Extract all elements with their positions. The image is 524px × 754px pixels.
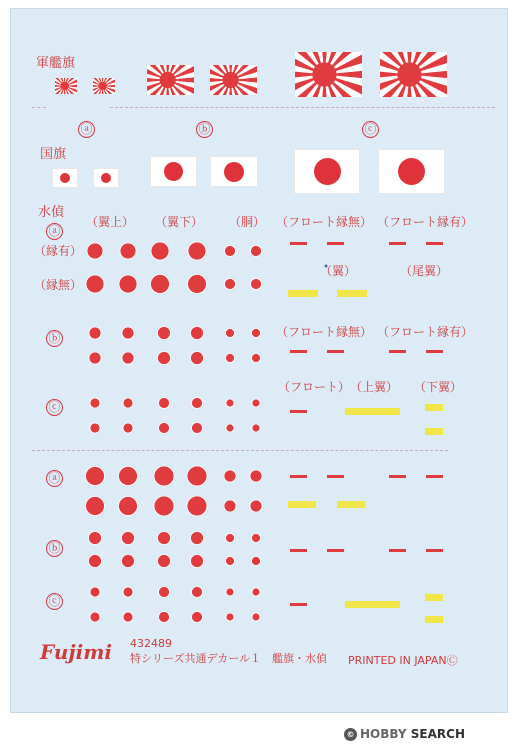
hinomaru-mark (158, 352, 171, 365)
float-stripe (290, 603, 307, 606)
float-stripe (389, 475, 406, 478)
wing-stripe (345, 408, 400, 415)
col-lower-wing: （下翼） (414, 380, 463, 394)
col-fuselage: （胴） (229, 215, 266, 229)
hinomaru-mark (158, 555, 171, 568)
hinomaru-mark (226, 613, 234, 621)
hinomaru-mark (154, 496, 174, 516)
size-label-c: ⓒ (362, 118, 379, 138)
hinomaru-mark (252, 557, 261, 566)
hinomaru-mark (187, 496, 207, 516)
product-name: 特シリーズ共通デカール１ 艦旗・水偵 (130, 652, 328, 665)
seaplane-size-c: ⓒ (46, 396, 63, 416)
hinomaru-mark (90, 398, 100, 408)
hinomaru-mark (87, 243, 103, 259)
float-stripe (426, 475, 443, 478)
hinomaru-mark (119, 275, 137, 293)
hinomaru-mark (191, 327, 204, 340)
hinomaru-mark (226, 424, 234, 432)
naval-ensign-1 (38, 60, 91, 113)
hinomaru-mark (251, 246, 262, 257)
watermark-icon: © (344, 728, 357, 741)
separator (32, 107, 46, 108)
section-national-flag: 国旗 (40, 147, 67, 162)
col-float-no-border-b: （フロート縁無） (276, 325, 373, 339)
hinomaru-mark (191, 352, 204, 365)
float-stripe (327, 549, 344, 552)
hinomaru-mark (225, 246, 236, 257)
hinomaru-mark (252, 399, 260, 407)
hinomaru-mark (191, 555, 204, 568)
hinomaru-mark (250, 500, 262, 512)
hinomaru-mark (120, 243, 136, 259)
hinomaru-mark (188, 275, 207, 294)
seaplane-size-a: ⓐ (46, 220, 63, 240)
hinomaru-mark (123, 398, 133, 408)
hinomaru-mark (122, 327, 134, 339)
float-stripe (290, 475, 307, 478)
float-stripe (290, 549, 307, 552)
hinomaru-mark (191, 532, 204, 545)
wing-stripe (425, 616, 443, 623)
national-flag-c2 (378, 149, 445, 194)
national-flag-b2 (210, 156, 258, 187)
col-float-with-border-b: （フロート縁有） (377, 325, 474, 339)
hinomaru-mark (252, 588, 260, 596)
section-seaplane: 水偵 (38, 205, 65, 220)
float-stripe (426, 350, 443, 353)
hinomaru-mark (252, 329, 261, 338)
hinomaru-mark (252, 613, 260, 621)
hinomaru-mark (192, 612, 203, 623)
hinomaru-mark (123, 423, 133, 433)
hinomaru-mark (226, 534, 235, 543)
national-flag-c1 (294, 149, 360, 194)
hinomaru-mark (192, 423, 203, 434)
hinomaru-mark (89, 555, 102, 568)
hinomaru-mark (251, 279, 262, 290)
national-flag-a2 (93, 168, 119, 188)
wing-stripe (345, 601, 400, 608)
wing-stripe (337, 501, 365, 508)
brand-logo: Fujimi (40, 640, 112, 664)
row-no-border: （縁無） (34, 278, 83, 292)
hinomaru-mark (158, 327, 171, 340)
hinomaru-mark (226, 329, 235, 338)
wing-stripe (425, 594, 443, 601)
hinomaru-mark (252, 424, 260, 432)
wing-stripe (337, 290, 367, 297)
hinomaru-mark (158, 532, 171, 545)
hinomaru-mark (89, 327, 101, 339)
hinomaru-mark (86, 497, 105, 516)
hinomaru-mark (151, 275, 170, 294)
float-stripe (327, 475, 344, 478)
float-stripe (327, 242, 344, 245)
seaplane-size-a2: ⓐ (46, 467, 63, 487)
float-stripe (290, 410, 307, 413)
naval-ensign-group (38, 0, 489, 155)
hinomaru-mark (90, 423, 100, 433)
hinomaru-mark (154, 466, 174, 486)
naval-ensign-2 (76, 60, 129, 113)
col-wing-bottom: （翼下） (155, 215, 204, 229)
hinomaru-mark (187, 466, 207, 486)
hinomaru-mark (252, 534, 261, 543)
hinomaru-mark (225, 279, 236, 290)
seaplane-size-b2: ⓑ (46, 537, 63, 557)
hinomaru-mark (123, 587, 133, 597)
section-naval-ensign: 軍艦旗 (36, 56, 76, 71)
hinomaru-mark (86, 467, 105, 486)
hinomaru-mark (226, 557, 235, 566)
hinomaru-mark (192, 587, 203, 598)
col-tail-wing: （尾翼） (400, 264, 449, 278)
hinomaru-mark (159, 587, 170, 598)
hinomaru-mark (119, 467, 138, 486)
hinomaru-mark (89, 352, 101, 364)
float-stripe (290, 242, 307, 245)
float-stripe (426, 242, 443, 245)
seaplane-size-b: ⓑ (46, 327, 63, 347)
size-label-b: ⓑ (196, 118, 213, 138)
float-stripe (389, 350, 406, 353)
product-number: 432489 (130, 637, 172, 650)
col-upper-wing: （上翼） (350, 380, 399, 394)
hinomaru-mark (224, 500, 236, 512)
hinomaru-mark (226, 588, 234, 596)
hinomaru-mark (192, 398, 203, 409)
col-float-with-border: （フロート縁有） (377, 215, 474, 229)
float-stripe (426, 549, 443, 552)
national-flag-a1 (52, 168, 78, 188)
hinomaru-mark (122, 352, 134, 364)
wing-stripe (425, 404, 443, 411)
decal-marks (86, 242, 444, 623)
wing-stripe (288, 501, 316, 508)
hinomaru-mark (122, 555, 135, 568)
printed-in-japan: PRINTED IN JAPANⒸ (348, 654, 458, 667)
row-with-border: （縁有） (34, 244, 83, 258)
separator (32, 450, 448, 451)
float-stripe (389, 549, 406, 552)
hinomaru-mark (89, 532, 102, 545)
hinomaru-mark (122, 532, 135, 545)
hinomaru-mark (188, 242, 206, 260)
wing-stripe (288, 290, 318, 297)
hinomaru-mark (90, 587, 100, 597)
float-stripe (327, 350, 344, 353)
hinomaru-mark (119, 497, 138, 516)
size-label-a: ⓐ (78, 118, 95, 138)
hinomaru-mark (226, 399, 234, 407)
col-float-no-border: （フロート縁無） (276, 215, 373, 229)
col-float: （フロート） (278, 380, 351, 394)
hinomaru-mark (159, 398, 170, 409)
hinomaru-mark (159, 612, 170, 623)
hinomaru-mark (250, 470, 262, 482)
hinomaru-mark (86, 275, 104, 293)
col-wing: （翼） (320, 264, 357, 278)
float-stripe (290, 350, 307, 353)
seaplane-size-c2: ⓒ (46, 590, 63, 610)
hinomaru-mark (90, 612, 100, 622)
col-wing-top: （翼上） (86, 215, 135, 229)
watermark: © HOBBY SEARCH (344, 727, 465, 741)
hinomaru-mark (226, 354, 235, 363)
hinomaru-mark (224, 470, 236, 482)
separator (110, 107, 495, 108)
hinomaru-mark (123, 612, 133, 622)
hinomaru-mark (151, 242, 169, 260)
hinomaru-mark (159, 423, 170, 434)
float-stripe (389, 242, 406, 245)
wing-stripe (425, 428, 443, 435)
hinomaru-mark (252, 354, 261, 363)
national-flag-b1 (150, 156, 197, 187)
